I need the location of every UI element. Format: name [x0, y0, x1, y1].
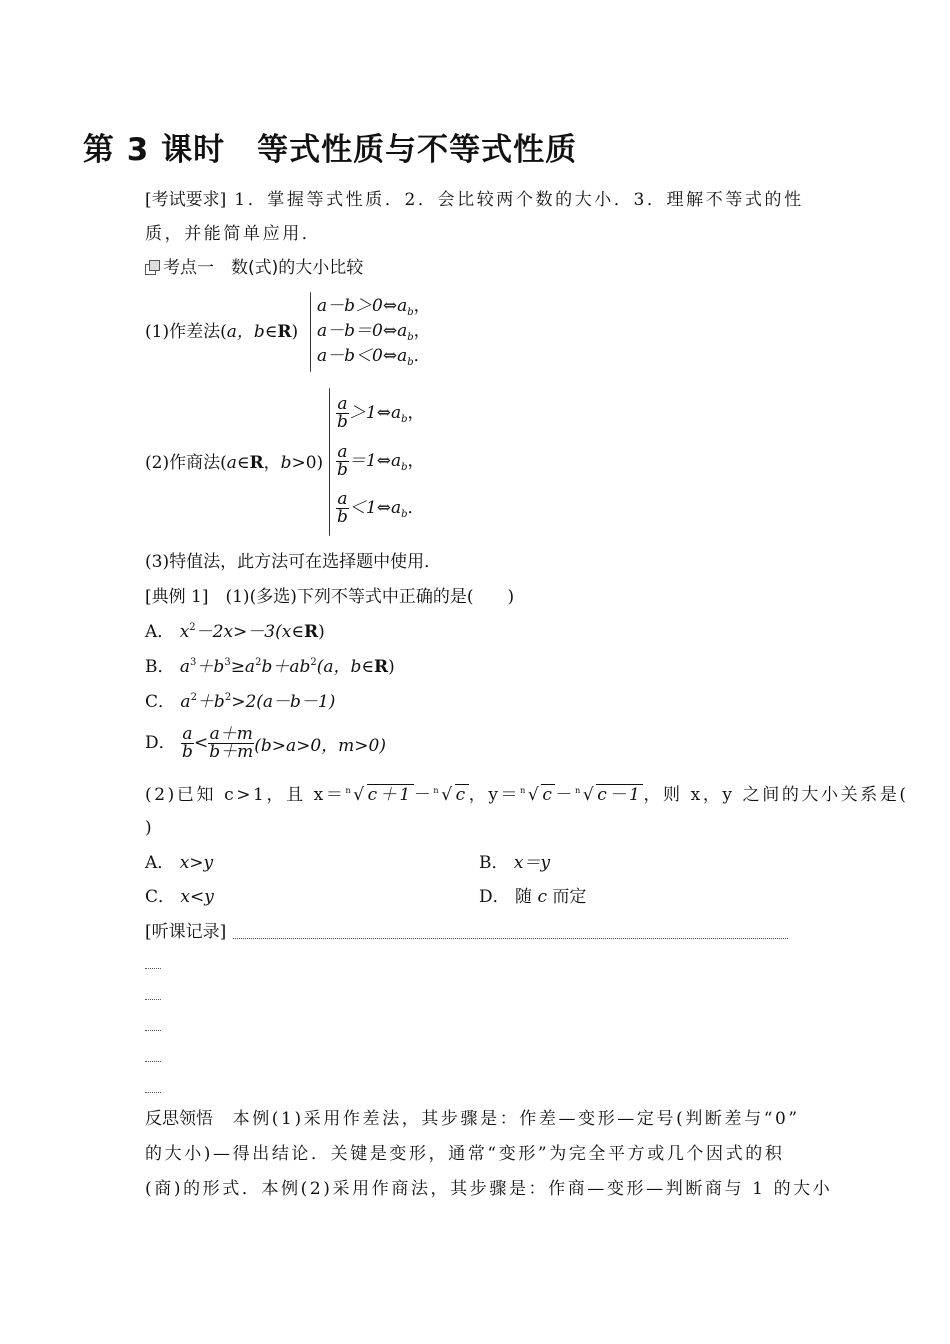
example-label: [典例 1] [145, 587, 209, 607]
frac-den: b＋m [209, 742, 254, 762]
frac-den: b [182, 742, 193, 762]
option-letter: D． [145, 733, 176, 753]
reflection-text: 本例(1)采用作差法，其步骤是：作差—变形—定号(判断差与“0” [232, 1109, 800, 1129]
radicand: c [542, 785, 555, 805]
option-letter: C． [145, 692, 176, 712]
method-1-set: R [277, 322, 292, 342]
radicand: c－1 [597, 785, 643, 805]
option-b: B． $a^3+b^3\ge a^2b+ab^2(a$，b∈R) [145, 657, 395, 677]
opt-text: b＋ab [261, 657, 311, 677]
fraction-a-over-b [336, 396, 349, 431]
root-index: n [345, 786, 354, 795]
opt-set: R [373, 657, 389, 677]
option-letter: B． [145, 657, 175, 677]
case-end: ， [407, 403, 425, 423]
method-1-brace [310, 292, 311, 372]
frac-num: a＋m [209, 724, 253, 744]
method-2-set: R [249, 453, 264, 473]
square-bullet-icon [145, 260, 159, 274]
method-1-case-2 [317, 319, 431, 343]
root-expression: $^n$√c [520, 785, 555, 805]
method-1-prefix: (1)作差法( [145, 322, 227, 342]
requirements-text-1: 1．掌握等式性质．2．会比较两个数的大小．3．理解不等式的性 [234, 190, 804, 210]
root-index: n [575, 786, 583, 795]
method-2-label [145, 451, 323, 475]
root-index: n [520, 786, 528, 795]
part2-text: ，y＝ [468, 785, 521, 805]
fraction-a-over-b [181, 726, 194, 761]
minus: － [555, 785, 576, 805]
case-text: a－b＜0⇔a [317, 346, 408, 366]
notes-label: [听课记录] [145, 922, 227, 942]
case-sub: b [401, 414, 408, 425]
method-2-comma: ， [263, 453, 281, 473]
notes-line[interactable] [145, 999, 161, 1000]
opt-cond: (b>a>0，m>0) [254, 736, 386, 756]
option-d-2 [479, 885, 586, 909]
method-2-case-3 [336, 491, 425, 526]
case-sub: b [401, 509, 408, 520]
radicand: c [455, 785, 468, 805]
method-2-prefix: (2)作商法( [145, 453, 227, 473]
frac-num: a [182, 724, 193, 744]
case-sub: b [401, 462, 408, 473]
opt-lt: < [193, 733, 209, 753]
option-letter: A． [145, 853, 175, 873]
frac-den: b [337, 460, 348, 480]
option-letter: D． [479, 887, 510, 907]
opt-text: a [179, 657, 191, 677]
method-2-brace [329, 388, 330, 536]
opt-text: a [180, 692, 191, 712]
option-c: C． $a^2+b^2>2(a-b-1)$ [145, 692, 336, 712]
option-b-2 [479, 851, 550, 875]
opt-end: ) [388, 657, 395, 677]
example-part-2 [145, 783, 909, 810]
option-letter: A． [145, 622, 175, 642]
method-1-case-1 [317, 294, 431, 318]
case-sub: b [407, 307, 414, 318]
requirements-label: [考试要求] [145, 190, 227, 210]
method-1-vars: a，b∈ [226, 322, 278, 342]
frac-num: a [337, 489, 348, 509]
option-a-2 [145, 851, 213, 875]
method-1-suffix: ) [291, 322, 299, 342]
opt-text: ＋b [196, 692, 225, 712]
frac-den: b [337, 412, 348, 432]
case-text: a－b＞0⇔a [317, 296, 408, 316]
method-2-var-b: b [280, 453, 292, 473]
section-heading-label: 考点一 数(式)的大小比较 [163, 258, 364, 278]
notes-line[interactable] [145, 968, 161, 969]
example-part-2-close: ) [145, 818, 152, 838]
case-sub: b [407, 357, 414, 368]
option-c-2 [145, 885, 214, 909]
frac-num: a [337, 442, 348, 462]
page-title: 第 3 课时 等式性质与不等式性质 [82, 132, 578, 168]
case-text: ＞1⇔a [348, 403, 402, 423]
fraction-a-over-b [336, 491, 349, 526]
opt-text: －2x>－3(x∈ [195, 622, 304, 642]
case-sub: b [407, 332, 414, 343]
opt-set: R [303, 622, 319, 642]
frac-num: a [337, 394, 348, 414]
option-d [145, 726, 386, 761]
root-expression: $^n$√c [433, 785, 468, 805]
case-text: ＝1⇔a [348, 451, 402, 471]
case-end: ． [407, 498, 425, 518]
opt-text: x>y [179, 853, 214, 873]
case-end: ， [413, 321, 431, 341]
fraction-a-over-b [336, 444, 349, 479]
case-text: a－b＝0⇔a [317, 321, 408, 341]
notes-line[interactable] [145, 1061, 161, 1062]
method-1-case-3 [317, 344, 431, 368]
option-letter: C． [145, 887, 176, 907]
case-end: ． [413, 346, 431, 366]
root-expression: $^n$√c－1 [575, 785, 643, 805]
root-index: n [433, 786, 442, 795]
notes-line[interactable] [145, 1092, 161, 1093]
method-1-label [145, 320, 298, 344]
radicand: c＋1 [367, 785, 413, 805]
requirements-line-1 [145, 188, 804, 212]
method-3: (3)特值法，此方法可在选择题中使用． [145, 552, 442, 572]
case-end: ， [413, 296, 431, 316]
example-1-heading [145, 585, 514, 609]
case-text: ＜1⇔a [348, 498, 402, 518]
frac-den: b [337, 507, 348, 527]
example-part-1: (1)(多选)下列不等式中正确的是( ) [225, 587, 515, 607]
opt-text: x＝y [513, 853, 551, 873]
option-a: A． $x^2-2x>-3(x\in R)$ [145, 622, 325, 642]
part2-text: (2)已知 c>1，且 x＝ [145, 785, 346, 805]
method-2-case-2 [336, 444, 425, 479]
reflection-line-1 [145, 1107, 800, 1131]
opt-text: (a，b∈ [316, 657, 374, 677]
opt-var: c [537, 887, 547, 907]
opt-text: ≥a [230, 657, 256, 677]
minus: － [413, 785, 434, 805]
requirements-line-2: 质，并能简单应用． [145, 224, 322, 244]
opt-text: >2(a－b－1) [231, 692, 336, 712]
option-letter: B． [479, 853, 509, 873]
opt-text: x<y [180, 887, 214, 907]
reflection-label: 反思领悟 [145, 1109, 213, 1129]
reflection-line-3: (商)的形式．本例(2)采用作商法，其步骤是：作商—变形—判断商与 1 的大小 [145, 1179, 833, 1199]
notes-line[interactable] [145, 1030, 161, 1031]
method-2-var-a: a∈ [226, 453, 250, 473]
part2-text: ，则 x，y 之间的大小关系是( [643, 785, 909, 805]
fraction-am-over-bm [208, 726, 254, 761]
opt-end: ) [318, 622, 325, 642]
opt-text: ＋b [196, 657, 225, 677]
opt-text: 随 [515, 887, 538, 907]
notes-line-main[interactable] [233, 938, 788, 939]
method-2-case-1 [336, 396, 425, 431]
section-heading [145, 256, 363, 280]
opt-text: 而定 [546, 887, 587, 907]
opt-text: x [179, 622, 190, 642]
root-expression: $^n$√c＋1 [345, 785, 413, 805]
reflection-line-2: 的大小)—得出结论．关键是变形，通常“变形”为完全平方或几个因式的积 [145, 1144, 785, 1164]
case-end: ， [407, 451, 425, 471]
method-2-suffix: >0) [291, 453, 324, 473]
